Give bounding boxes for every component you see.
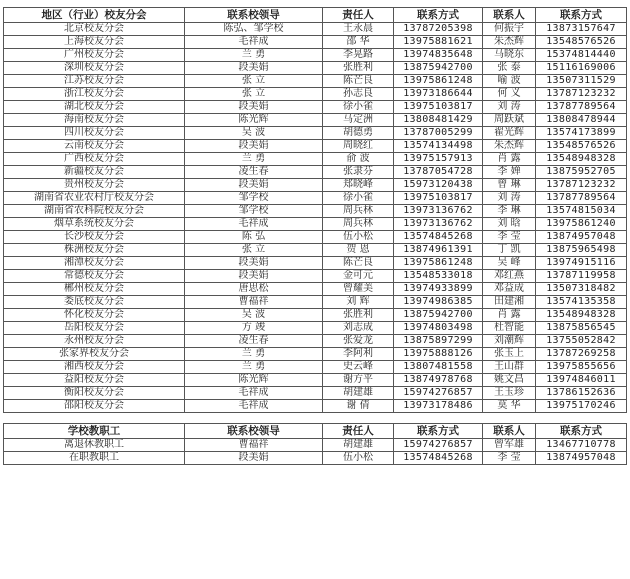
branch-name-cell: 贵州校友分会 <box>4 179 185 192</box>
table-row <box>4 88 627 101</box>
contact-phone-cell: 13975855656 <box>536 361 627 374</box>
leader-cell: 段美娟 <box>185 179 323 192</box>
phone-cell: 15974276857 <box>394 439 483 452</box>
phone-cell: 13808481429 <box>394 114 483 127</box>
contact-person-cell: 肖 露 <box>483 309 536 322</box>
contact-phone-cell: 13574173899 <box>536 127 627 140</box>
leader-cell: 陈光辉 <box>185 114 323 127</box>
responsible-header: 责任人 <box>323 8 394 23</box>
branch-name-cell: 湘潭校友分会 <box>4 257 185 270</box>
contact-phone-cell: 13787789564 <box>536 192 627 205</box>
contact-person-cell: 邓红燕 <box>483 270 536 283</box>
contact-person-cell: 王山群 <box>483 361 536 374</box>
contact-person-cell: 王玉珍 <box>483 387 536 400</box>
branch-name-cell: 新疆校友分会 <box>4 166 185 179</box>
phone-cell: 13974933899 <box>394 283 483 296</box>
table-row <box>4 62 627 75</box>
branch-name-cell: 烟草系统校友分会 <box>4 218 185 231</box>
phone-cell: 15974276857 <box>394 387 483 400</box>
contact-phone-cell: 13548948328 <box>536 309 627 322</box>
branch-header: 学校教职工 <box>4 424 185 439</box>
branch-name-cell: 郴州校友分会 <box>4 283 185 296</box>
table-row <box>4 114 627 127</box>
phone-cell: 13975103817 <box>394 192 483 205</box>
contact-person-cell: 肖 露 <box>483 153 536 166</box>
branch-name-cell: 在职教职工 <box>4 452 185 465</box>
contact-person-cell: 刘 涛 <box>483 192 536 205</box>
branch-name-cell: 深圳校友分会 <box>4 62 185 75</box>
branch-name-cell: 长沙校友分会 <box>4 231 185 244</box>
responsible-person-cell: 王永晨 <box>323 23 394 36</box>
contact-phone-cell: 15116169006 <box>536 62 627 75</box>
responsible-person-cell: 徐小雀 <box>323 192 394 205</box>
branch-name-cell: 湖北校友分会 <box>4 101 185 114</box>
responsible-person-cell: 周晓红 <box>323 140 394 153</box>
alumni-branch-table <box>3 7 627 413</box>
table-row <box>4 192 627 205</box>
contact-person-cell: 莫 华 <box>483 400 536 413</box>
branch-name-cell: 衡阳校友分会 <box>4 387 185 400</box>
leader-cell: 毛祥成 <box>185 387 323 400</box>
branch-name-cell: 北京校友分会 <box>4 23 185 36</box>
contact-phone-cell: 13975170246 <box>536 400 627 413</box>
table-row <box>4 335 627 348</box>
contact-phone-cell: 13574135358 <box>536 296 627 309</box>
leader-cell: 曹福祥 <box>185 439 323 452</box>
branch-name-cell: 怀化校友分会 <box>4 309 185 322</box>
phone-cell: 13574134498 <box>394 140 483 153</box>
leader-cell: 段美娟 <box>185 140 323 153</box>
branch-name-cell: 浙江校友分会 <box>4 88 185 101</box>
contact-phone-cell: 13548576526 <box>536 36 627 49</box>
branch-name-cell: 湘西校友分会 <box>4 361 185 374</box>
contact-person-cell: 李 莹 <box>483 452 536 465</box>
contact-header: 联系人 <box>483 424 536 439</box>
phone-cell: 13975157913 <box>394 153 483 166</box>
contact-phone-cell: 13786152636 <box>536 387 627 400</box>
leader-cell: 凌生春 <box>185 335 323 348</box>
branch-name-cell: 上海校友分会 <box>4 36 185 49</box>
leader-cell: 毛祥成 <box>185 218 323 231</box>
table-row <box>4 153 627 166</box>
contact-person-cell: 李 莹 <box>483 231 536 244</box>
branch-name-cell: 云南校友分会 <box>4 140 185 153</box>
leader-cell: 张 立 <box>185 244 323 257</box>
responsible-person-cell: 谢 倩 <box>323 400 394 413</box>
responsible-person-cell: 伍小松 <box>323 452 394 465</box>
leader-cell: 曹福祥 <box>185 296 323 309</box>
responsible-person-cell: 邵 华 <box>323 36 394 49</box>
responsible-person-cell: 徐小雀 <box>323 101 394 114</box>
leader-cell: 段美娟 <box>185 101 323 114</box>
contact-phone-cell: 13875952705 <box>536 166 627 179</box>
contact-person-cell: 曾 琳 <box>483 179 536 192</box>
responsible-header: 责任人 <box>323 424 394 439</box>
table-row <box>4 296 627 309</box>
leader-cell: 陈弘、邹学校 <box>185 23 323 36</box>
table-header-row <box>4 8 627 23</box>
table-row <box>4 231 627 244</box>
responsible-person-cell: 张爱龙 <box>323 335 394 348</box>
table-row <box>4 101 627 114</box>
responsible-person-cell: 俞 波 <box>323 153 394 166</box>
responsible-person-cell: 周兵林 <box>323 205 394 218</box>
leader-cell: 张 立 <box>185 88 323 101</box>
table-row <box>4 439 627 452</box>
table-row <box>4 49 627 62</box>
responsible-person-cell: 贺 恩 <box>323 244 394 257</box>
contact-phone-cell: 13548576526 <box>536 140 627 153</box>
contact-phone-header: 联系方式 <box>536 8 627 23</box>
responsible-person-cell: 谢方平 <box>323 374 394 387</box>
leader-cell: 吴 波 <box>185 309 323 322</box>
phone-cell: 13787205398 <box>394 23 483 36</box>
table-row <box>4 75 627 88</box>
table-row <box>4 23 627 36</box>
phone-cell: 13875942700 <box>394 309 483 322</box>
phone-cell: 13973136762 <box>394 205 483 218</box>
branch-name-cell: 常德校友分会 <box>4 270 185 283</box>
contact-person-cell: 翟光辉 <box>483 127 536 140</box>
contact-person-cell: 张 泰 <box>483 62 536 75</box>
table-row <box>4 387 627 400</box>
contact-sheet <box>3 7 626 465</box>
contact-phone-cell: 13873157647 <box>536 23 627 36</box>
contact-phone-cell: 13787269258 <box>536 348 627 361</box>
leader-cell: 兰 勇 <box>185 49 323 62</box>
staff-rows <box>4 439 627 465</box>
leader-cell: 段美娟 <box>185 62 323 75</box>
branch-name-cell: 娄底校友分会 <box>4 296 185 309</box>
phone-cell: 13973136762 <box>394 218 483 231</box>
table-row <box>4 400 627 413</box>
branch-name-cell: 江苏校友分会 <box>4 75 185 88</box>
leader-cell: 陈光辉 <box>185 374 323 387</box>
phone-header: 联系方式 <box>394 8 483 23</box>
phone-cell: 13787005299 <box>394 127 483 140</box>
contact-phone-cell: 13787789564 <box>536 101 627 114</box>
branch-header: 地区（行业）校友分会 <box>4 8 185 23</box>
contact-phone-cell: 13507311529 <box>536 75 627 88</box>
contact-phone-cell: 13874957048 <box>536 452 627 465</box>
phone-cell: 13974803498 <box>394 322 483 335</box>
leader-cell: 段美娟 <box>185 270 323 283</box>
responsible-person-cell: 郑晓峰 <box>323 179 394 192</box>
leader-cell: 毛祥成 <box>185 36 323 49</box>
branch-name-cell: 邵阳校友分会 <box>4 400 185 413</box>
contact-phone-cell: 13874957048 <box>536 231 627 244</box>
contact-person-cell: 刘 涛 <box>483 101 536 114</box>
table-row <box>4 452 627 465</box>
responsible-person-cell: 周兵林 <box>323 218 394 231</box>
phone-cell: 13874978768 <box>394 374 483 387</box>
contact-person-cell: 马晓东 <box>483 49 536 62</box>
phone-header: 联系方式 <box>394 424 483 439</box>
responsible-person-cell: 胡德勇 <box>323 127 394 140</box>
table-row <box>4 348 627 361</box>
responsible-person-cell: 张隶芬 <box>323 166 394 179</box>
table-row <box>4 205 627 218</box>
leader-cell: 张 立 <box>185 75 323 88</box>
phone-cell: 13874961391 <box>394 244 483 257</box>
table-row <box>4 309 627 322</box>
responsible-person-cell: 孙志良 <box>323 88 394 101</box>
phone-cell: 13974835648 <box>394 49 483 62</box>
leader-cell: 陈 弘 <box>185 231 323 244</box>
table-row <box>4 36 627 49</box>
responsible-person-cell: 陈芒良 <box>323 257 394 270</box>
contact-phone-cell: 13787119958 <box>536 270 627 283</box>
table-row <box>4 166 627 179</box>
contact-person-cell: 杜智能 <box>483 322 536 335</box>
branch-name-cell: 湖南省农业农村厅校友分会 <box>4 192 185 205</box>
phone-cell: 13875897299 <box>394 335 483 348</box>
leader-cell: 邹学校 <box>185 205 323 218</box>
contact-phone-cell: 15374814440 <box>536 49 627 62</box>
phone-cell: 13973186644 <box>394 88 483 101</box>
responsible-person-cell: 金可元 <box>323 270 394 283</box>
contact-person-cell: 张玉上 <box>483 348 536 361</box>
table-row <box>4 283 627 296</box>
responsible-person-cell: 胡建雄 <box>323 387 394 400</box>
responsible-person-cell: 李阿利 <box>323 348 394 361</box>
contact-phone-cell: 13787123232 <box>536 88 627 101</box>
contact-person-cell: 朱杰辉 <box>483 140 536 153</box>
phone-cell: 13975888126 <box>394 348 483 361</box>
table-header-row <box>4 424 627 439</box>
alumni-branch-rows <box>4 23 627 413</box>
contact-person-cell: 何 义 <box>483 88 536 101</box>
phone-cell: 13975881621 <box>394 36 483 49</box>
branch-name-cell: 离退休教职工 <box>4 439 185 452</box>
contact-person-cell: 何振宇 <box>483 23 536 36</box>
branch-name-cell: 张家界校友分会 <box>4 348 185 361</box>
branch-name-cell: 广州校友分会 <box>4 49 185 62</box>
phone-cell: 13787054728 <box>394 166 483 179</box>
contact-phone-cell: 13975861240 <box>536 218 627 231</box>
table-row <box>4 179 627 192</box>
responsible-person-cell: 刘 辉 <box>323 296 394 309</box>
leader-cell: 唐思松 <box>185 283 323 296</box>
leader-cell: 邹学校 <box>185 192 323 205</box>
contact-person-cell: 朱杰辉 <box>483 36 536 49</box>
leader-cell: 段美娟 <box>185 257 323 270</box>
branch-name-cell: 广西校友分会 <box>4 153 185 166</box>
contact-phone-cell: 13467710778 <box>536 439 627 452</box>
phone-cell: 13973178486 <box>394 400 483 413</box>
phone-cell: 13574845268 <box>394 231 483 244</box>
phone-cell: 13975103817 <box>394 101 483 114</box>
leader-header: 联系校领导 <box>185 424 323 439</box>
phone-cell: 13548533018 <box>394 270 483 283</box>
leader-cell: 方 竣 <box>185 322 323 335</box>
contact-person-cell: 李 琳 <box>483 205 536 218</box>
staff-table <box>3 423 627 465</box>
leader-header: 联系校领导 <box>185 8 323 23</box>
table-row <box>4 374 627 387</box>
contact-phone-cell: 13755052842 <box>536 335 627 348</box>
contact-person-cell: 刘 晗 <box>483 218 536 231</box>
responsible-person-cell: 刘志成 <box>323 322 394 335</box>
contact-phone-cell: 13875856545 <box>536 322 627 335</box>
contact-phone-cell: 13548948328 <box>536 153 627 166</box>
table-row <box>4 257 627 270</box>
phone-cell: 15973120438 <box>394 179 483 192</box>
responsible-person-cell: 陈芒良 <box>323 75 394 88</box>
contact-phone-cell: 13787123232 <box>536 179 627 192</box>
contact-phone-cell: 13574815034 <box>536 205 627 218</box>
contact-phone-cell: 13808478944 <box>536 114 627 127</box>
contact-person-cell: 田建湘 <box>483 296 536 309</box>
table-row <box>4 244 627 257</box>
phone-cell: 13974986385 <box>394 296 483 309</box>
contact-person-cell: 姚文昌 <box>483 374 536 387</box>
responsible-person-cell: 曾耀美 <box>323 283 394 296</box>
responsible-person-cell: 张胜利 <box>323 309 394 322</box>
contact-person-cell: 曾军雄 <box>483 439 536 452</box>
responsible-person-cell: 马定洲 <box>323 114 394 127</box>
table-row <box>4 270 627 283</box>
contact-person-cell: 喻 波 <box>483 75 536 88</box>
contact-person-cell: 周跃斌 <box>483 114 536 127</box>
contact-person-cell: 李 婵 <box>483 166 536 179</box>
phone-cell: 13875942700 <box>394 62 483 75</box>
branch-name-cell: 岳阳校友分会 <box>4 322 185 335</box>
phone-cell: 13574845268 <box>394 452 483 465</box>
leader-cell: 毛祥成 <box>185 400 323 413</box>
leader-cell: 兰 勇 <box>185 348 323 361</box>
branch-name-cell: 永州校友分会 <box>4 335 185 348</box>
branch-name-cell: 株洲校友分会 <box>4 244 185 257</box>
responsible-person-cell: 李晃路 <box>323 49 394 62</box>
branch-name-cell: 海南校友分会 <box>4 114 185 127</box>
contact-person-cell: 丁 凯 <box>483 244 536 257</box>
contact-phone-cell: 13875965498 <box>536 244 627 257</box>
contact-phone-cell: 13974846011 <box>536 374 627 387</box>
responsible-person-cell: 史云峰 <box>323 361 394 374</box>
phone-cell: 13807481558 <box>394 361 483 374</box>
responsible-person-cell: 胡建雄 <box>323 439 394 452</box>
contact-header: 联系人 <box>483 8 536 23</box>
leader-cell: 兰 勇 <box>185 153 323 166</box>
leader-cell: 段美娟 <box>185 452 323 465</box>
table-row <box>4 322 627 335</box>
contact-person-cell: 吴 峰 <box>483 257 536 270</box>
leader-cell: 吴 波 <box>185 127 323 140</box>
phone-cell: 13975861248 <box>394 257 483 270</box>
leader-cell: 凌生春 <box>185 166 323 179</box>
table-row <box>4 140 627 153</box>
table-row <box>4 218 627 231</box>
phone-cell: 13975861248 <box>394 75 483 88</box>
contact-phone-header: 联系方式 <box>536 424 627 439</box>
contact-person-cell: 刘潮辉 <box>483 335 536 348</box>
table-row <box>4 361 627 374</box>
contact-phone-cell: 13507318482 <box>536 283 627 296</box>
leader-cell: 兰 勇 <box>185 361 323 374</box>
responsible-person-cell: 张胜利 <box>323 62 394 75</box>
contact-person-cell: 邓益成 <box>483 283 536 296</box>
branch-name-cell: 益阳校友分会 <box>4 374 185 387</box>
branch-name-cell: 四川校友分会 <box>4 127 185 140</box>
branch-name-cell: 湖南省农科院校友分会 <box>4 205 185 218</box>
responsible-person-cell: 伍小松 <box>323 231 394 244</box>
table-row <box>4 127 627 140</box>
contact-phone-cell: 13974915116 <box>536 257 627 270</box>
